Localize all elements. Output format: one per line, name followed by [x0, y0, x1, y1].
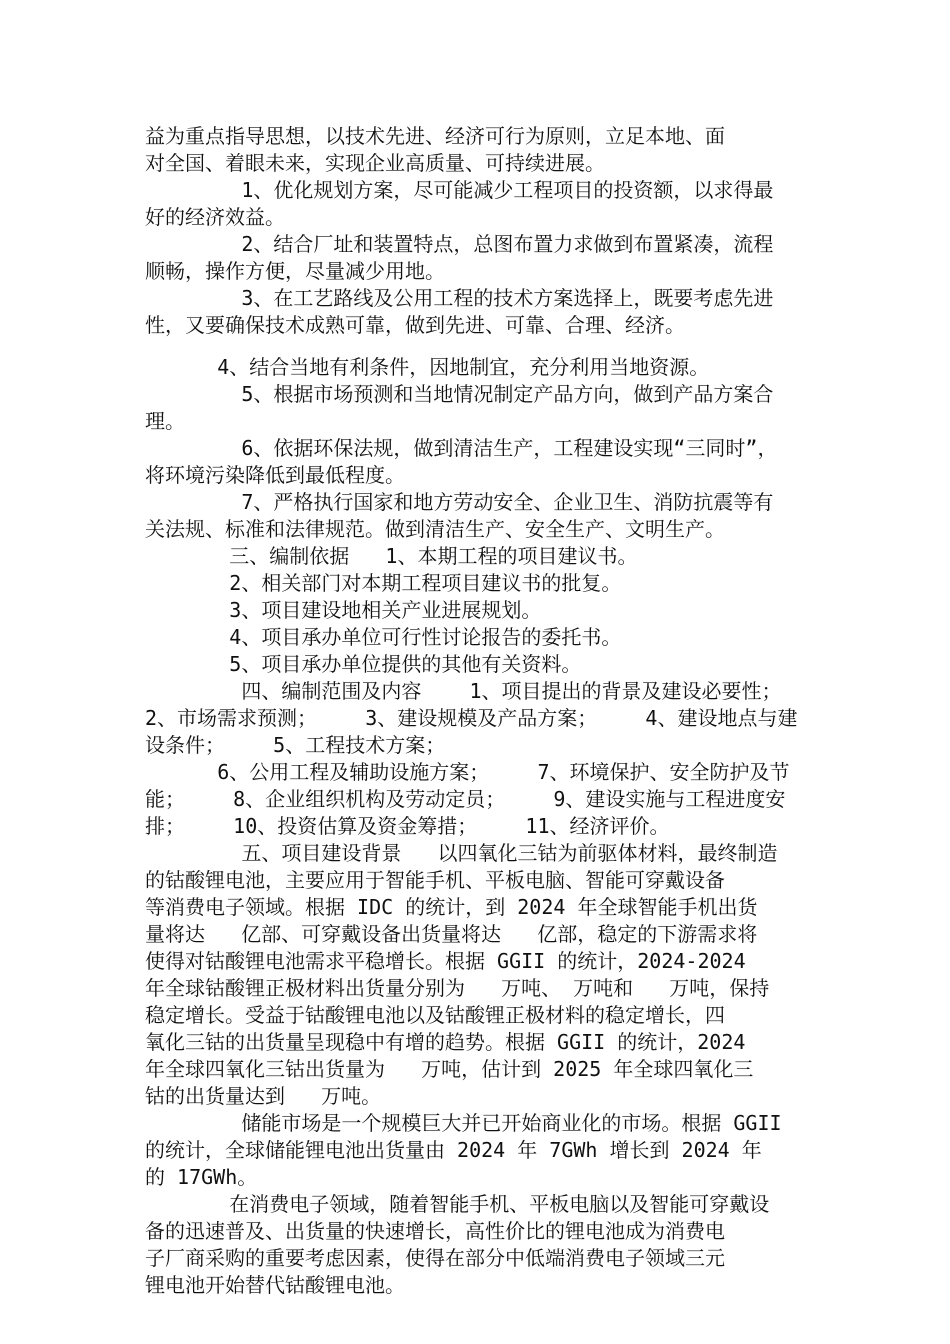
text-line: 5、根据市场预测和当地情况制定产品方向，做到产品方案合 — [145, 382, 774, 406]
text-line: 6、依据环保法规，做到清洁生产，工程建设实现“三同时”， — [145, 436, 778, 460]
text-line: 氧化三钴的出货量呈现稳中有增的趋势。根据 GGII 的统计，2024 — [145, 1030, 746, 1054]
text-line: 备的迅速普及、出货量的快速增长，高性价比的锂电池成为消费电 — [145, 1219, 725, 1243]
text-line: 能； 8、企业组织机构及劳动定员； 9、建设实施与工程进度安 — [145, 787, 786, 811]
text-line: 稳定增长。受益于钴酸锂电池以及钴酸锂正极材料的稳定增长，四 — [145, 1003, 725, 1027]
text-line: 使得对钴酸锂电池需求平稳增长。根据 GGII 的统计，2024-2024 — [145, 949, 746, 973]
text-line: 设条件； 5、工程技术方案； — [145, 733, 446, 757]
text-line: 顺畅，操作方便，尽量减少用地。 — [145, 259, 445, 283]
text-line: 量将达 亿部、可穿戴设备出货量将达 亿部，稳定的下游需求将 — [145, 922, 758, 946]
text-line: 1、优化规划方案，尽可能减少工程项目的投资额，以求得最 — [145, 178, 774, 202]
text-line: 3、在工艺路线及公用工程的技术方案选择上，既要考虑先进 — [145, 286, 774, 310]
text-line: 好的经济效益。 — [145, 205, 285, 229]
text-line: 对全国、着眼未来，实现企业高质量、可持续进展。 — [145, 151, 605, 175]
text-line: 2、市场需求预测； 3、建设规模及产品方案； 4、建设地点与建 — [145, 706, 798, 730]
text-line: 的钴酸锂电池，主要应用于智能手机、平板电脑、智能可穿戴设备 — [145, 868, 725, 892]
text-line: 储能市场是一个规模巨大并已开始商业化的市场。根据 GGII — [145, 1111, 782, 1135]
text-line: 将环境污染降低到最低程度。 — [145, 463, 405, 487]
text-line: 排； 10、投资估算及资金筹措； 11、经济评价。 — [145, 814, 670, 838]
text-line: 年全球钴酸锂正极材料出货量分别为 万吨、 万吨和 万吨，保持 — [145, 976, 770, 1000]
text-line: 锂电池开始替代钴酸锂电池。 — [145, 1273, 405, 1297]
text-line: 等消费电子领域。根据 IDC 的统计，到 2024 年全球智能手机出货 — [145, 895, 758, 919]
text-line: 三、编制依据 1、本期工程的项目建议书。 — [145, 544, 638, 568]
text-line: 3、项目建设地相关产业进展规划。 — [145, 598, 542, 622]
text-line: 理。 — [145, 409, 185, 433]
text-line: 年全球四氧化三钴出货量为 万吨，估计到 2025 年全球四氧化三 — [145, 1057, 754, 1081]
text-line: 四、编制范围及内容 1、项目提出的背景及建设必要性； — [145, 679, 782, 703]
text-line: 4、结合当地有利条件，因地制宜，充分利用当地资源。 — [145, 355, 710, 379]
text-line: 钴的出货量达到 万吨。 — [145, 1084, 382, 1108]
text-line: 2、结合厂址和装置特点，总图布置力求做到布置紧凑，流程 — [145, 232, 774, 256]
text-line: 益为重点指导思想，以技术先进、经济可行为原则，立足本地、面 — [145, 124, 725, 148]
text-line: 7、严格执行国家和地方劳动安全、企业卫生、消防抗震等有 — [145, 490, 774, 514]
text-line: 子厂商采购的重要考虑因素，使得在部分中低端消费电子领域三元 — [145, 1246, 725, 1270]
text-line: 关法规、标准和法律规范。做到清洁生产、安全生产、文明生产。 — [145, 517, 725, 541]
text-line: 5、项目承办单位提供的其他有关资料。 — [145, 652, 582, 676]
text-line: 性，又要确保技术成熟可靠，做到先进、可靠、合理、经济。 — [145, 313, 685, 337]
text-line: 五、项目建设背景 以四氧化三钴为前驱体材料，最终制造 — [145, 841, 778, 865]
text-line: 的统计，全球储能锂电池出货量由 2024 年 7GWh 增长到 2024 年 — [145, 1138, 762, 1162]
text-line: 4、项目承办单位可行性讨论报告的委托书。 — [145, 625, 622, 649]
text-line: 在消费电子领域，随着智能手机、平板电脑以及智能可穿戴设 — [145, 1192, 770, 1216]
text-line: 2、相关部门对本期工程项目建议书的批复。 — [145, 571, 622, 595]
text-line: 的 17GWh。 — [145, 1165, 258, 1189]
document-page — [145, 0, 815, 1344]
text-line: 6、公用工程及辅助设施方案； 7、环境保护、安全防护及节 — [145, 760, 790, 784]
